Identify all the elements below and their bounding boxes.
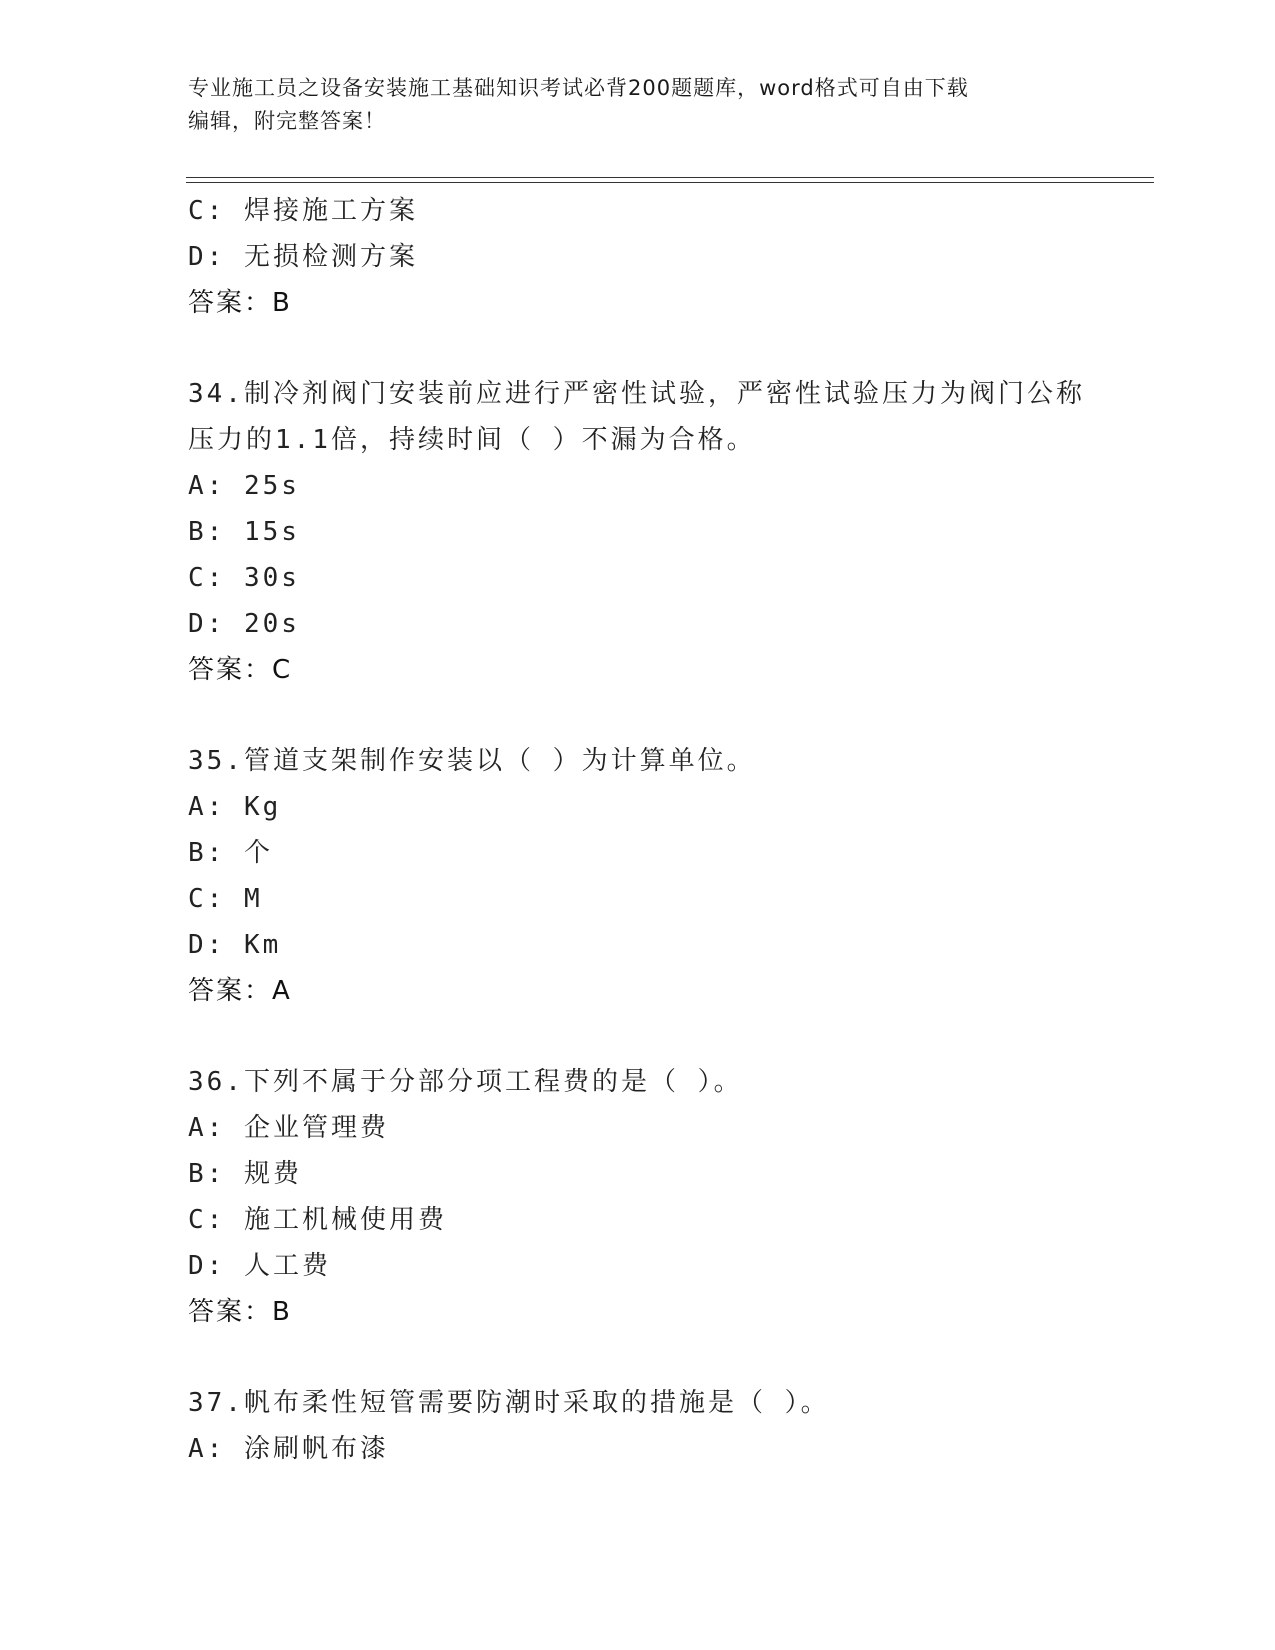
option-a: A: 25s (188, 471, 300, 501)
option-c: C: 30s (188, 563, 300, 593)
question-33-continued (188, 188, 1088, 326)
spacer (188, 326, 1088, 371)
question-34 (188, 371, 1088, 693)
spacer (188, 693, 1088, 738)
question-list (188, 188, 1088, 1472)
answer: 答案：B (188, 1297, 292, 1327)
option-d: D: Km (188, 930, 282, 960)
option-d: D: 无损检测方案 (188, 242, 418, 272)
option-d: D: 人工费 (188, 1251, 331, 1281)
header-line-2: 编辑，附完整答案！ (188, 109, 386, 133)
option-a: A: 涂刷帆布漆 (188, 1434, 389, 1464)
question-text-line-1: 34.制冷剂阀门安装前应进行严密性试验，严密性试验压力为阀门公称 (188, 379, 1085, 409)
spacer (188, 1335, 1088, 1380)
answer: 答案：B (188, 288, 292, 318)
question-text: 35.管道支架制作安装以（ ）为计算单位。 (188, 746, 756, 776)
question-37 (188, 1380, 1088, 1472)
document-header (188, 72, 1068, 138)
option-b: B: 个 (188, 838, 273, 868)
question-36 (188, 1059, 1088, 1335)
option-c: C: 施工机械使用费 (188, 1205, 447, 1235)
option-a: A: Kg (188, 792, 282, 822)
answer: 答案：C (188, 655, 293, 685)
option-b: B: 15s (188, 517, 300, 547)
question-35 (188, 738, 1088, 1014)
header-line-1: 专业施工员之设备安装施工基础知识考试必背200题题库，word格式可自由下载 (188, 76, 969, 100)
option-c: C: M (188, 884, 263, 914)
answer: 答案：A (188, 976, 292, 1006)
question-text: 36.下列不属于分部分项工程费的是（ ）。 (188, 1067, 743, 1097)
question-text-line-2: 压力的1.1倍，持续时间（ ）不漏为合格。 (188, 425, 756, 455)
header-rule-bottom (186, 182, 1154, 183)
option-b: B: 规费 (188, 1159, 302, 1189)
option-c: C: 焊接施工方案 (188, 196, 418, 226)
spacer (188, 1014, 1088, 1059)
option-a: A: 企业管理费 (188, 1113, 389, 1143)
question-text: 37.帆布柔性短管需要防潮时采取的措施是（ ）。 (188, 1388, 830, 1418)
header-rule-top (186, 177, 1154, 178)
option-d: D: 20s (188, 609, 300, 639)
